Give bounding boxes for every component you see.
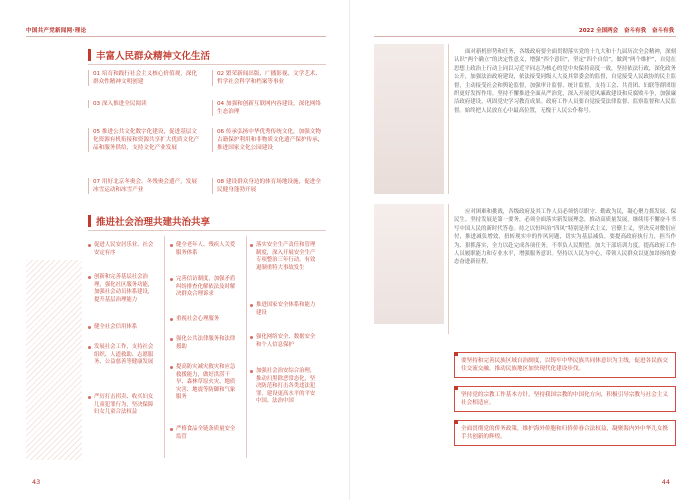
highlight-callout: 要坚持和完善民族区域自治制度，以铸牢中华民族共同体意识为主线，促进各民族交往交流交融，推动民族地区加快现代化建设步伐。 [454, 352, 676, 378]
governance-item: 加强社会治安综合治理，推动扫黑除恶常态化，坚决防范和打击各类违法犯罪，建设更高水平的平安中国、法治中国 [256, 368, 320, 406]
culture-item: 05 推进公共文化数字化建设，促进基层文化资源有机衔接和资源共享扩大优质文化产品和服务供给，支持文化产业发展 [88, 128, 200, 152]
governance-item: 强化公共法律服务和法律援助 [176, 336, 240, 351]
culture-item: 08 建设群众身边的体育场地设施，促进全民健身蓬勃开展 [212, 178, 324, 194]
section-title-text: 丰富人民群众精神文化生活 [96, 51, 211, 62]
section-title-bar [88, 49, 91, 61]
culture-item: 01 培育和践行社会主义核心价值观，深化群众性精神文明创建 [88, 70, 200, 86]
governance-item: 完善信访制度，加强矛盾纠纷排查化解依法及时解决群众合理诉求 [176, 276, 240, 299]
section-title-text: 推进社会治理共建共治共享 [96, 217, 211, 228]
culture-item: 04 加强和创新互联网内容建设，深化网络生态治理 [212, 100, 324, 116]
header-right [575, 26, 674, 34]
header-right-title: 2022 全国两会 [578, 28, 619, 34]
header-divider [374, 36, 676, 37]
section-title-culture [88, 48, 210, 62]
body-paragraph: 应对困难和挑战，各级政府及其工作人员必须恪尽职守、勤政为民，凝心聚力抓发展、保民生。坚持发展是第一要务，必须全面落实新发展理念，推动高质量发展，继续用不懈奋斗书写中国人民的新时代答卷。持之以恒纠治“四风”特别是形式主义、官僚主义，坚决反对敷衍应付，推进减负增效，扭转现实中的作风问题，切实为基层减负。要提高政府执行力，担当作为、狠抓落实，全力以赴完成各项任务，不辜负人民期望。加大干部培训力度，提高政府工作人员履职能力和专业水平，增强服务意识。坚持以人民为中心，带领人民群众以更加昂扬的姿态奋进新征程。 [454, 209, 676, 266]
governance-item: 创新和完善基层社会治理，强化社区服务功能，加强社会动员体系建设，提升基层治理能力 [94, 274, 158, 304]
header-right-slogan: 奋斗有我 [651, 28, 674, 34]
body-paragraph: 面对新机形势和任务，各级政府要全面贯彻落实党的十九大和十九届历次全会精神，深刻认识“两个确立”的决定性意义，增强“四个意识”，坚定“四个自信”，做到“两个维护”，自觉在思想上政治上行动上同以习近平同志为核心的党中央保持高度一致，坚持依法行政，深化政务公开，加强法治政府建设，依法接受同级人大及其常委会的监督，自觉接受人民政协的民主监督，主动接受社会和舆论监督，加强审计监督、统计监督。支持工会、共青团、妇联等群团组织更好发挥作用。坚持不懈推进全面从严治党，深入开展党风廉政建设和反腐败斗争，加强廉洁政府建设，巩固党史学习教育成果。政府工作人员要自觉接受法律监督、监察监督和人民监督。始终把人民放在心中最高位置，无愧于人民公仆称号。 [454, 49, 676, 114]
decorative-photo [374, 44, 444, 194]
decorative-photo [374, 204, 444, 324]
culture-item: 07 用好北京冬奥会、冬残奥会遗产，发展冰雪运动和冰雪产业 [88, 178, 200, 194]
section-divider [88, 64, 326, 65]
governance-item: 提高防灾减灾救灾和应急救援能力，做好洪涝干旱、森林草原火灾、地质灾害、地震等防御和气象服务 [176, 364, 240, 402]
governance-item: 推进国家安全体系和能力建设 [256, 302, 320, 317]
governance-item: 严厉打击拐卖、收买妇女儿童犯罪行为，坚决保障妇女儿童合法权益 [94, 394, 158, 417]
section-title-bar [88, 215, 91, 227]
governance-item: 强化网络安全、数据安全和个人信息保护 [256, 334, 320, 349]
section-divider [88, 230, 326, 231]
governance-item: 重视社会心理服务 [176, 316, 240, 324]
governance-item: 落实安全生产责任和管理制度，深入开展安全生产专项整治三年行动，有效遏制重特大事故发生 [256, 242, 320, 272]
culture-item: 06 传承弘扬中华优秀传统文化，加强文物古籍保护利用和非物质文化遗产保护传承，推进国家文化公园建设 [212, 128, 324, 152]
highlight-callout: 全面贯彻党的侨务政策，维护海外侨胞和归侨侨眷合法权益，凝聚海内外中华儿女携手共创新的辉煌。 [454, 420, 676, 446]
highlight-callout: 坚持党的宗教工作基本方针，坚持我国宗教的中国化方向，积极引导宗教与社会主义社会相适应。 [454, 386, 676, 412]
page-number-left: 43 [32, 478, 41, 486]
right-page [350, 0, 700, 500]
page-number-right: 44 [661, 478, 670, 486]
governance-item: 促进人民安居乐业、社会安定有序 [94, 242, 158, 257]
governance-item: 严格食品全链条质量安全监管 [176, 426, 240, 441]
governance-item: 健全社会信用体系 [94, 324, 158, 332]
culture-item: 03 深入推进全民阅读 [88, 100, 200, 108]
header-right-slogan: 奋斗有我 [624, 28, 647, 34]
culture-item: 02 繁荣新闻出版、广播影视、文学艺术、哲学社会科学和档案等事业 [212, 70, 324, 86]
decorative-column [26, 30, 82, 470]
governance-grid [88, 236, 326, 458]
section-title-governance [88, 214, 210, 228]
header-left-title: 中国共产党新闻网·理论 [26, 28, 87, 34]
governance-item: 健全老年人、残疾人关爱服务体系 [176, 242, 240, 257]
governance-item: 发展社会工作，支持社会组织、人道救助、志愿服务、公益慈善等健康发展 [94, 344, 158, 367]
